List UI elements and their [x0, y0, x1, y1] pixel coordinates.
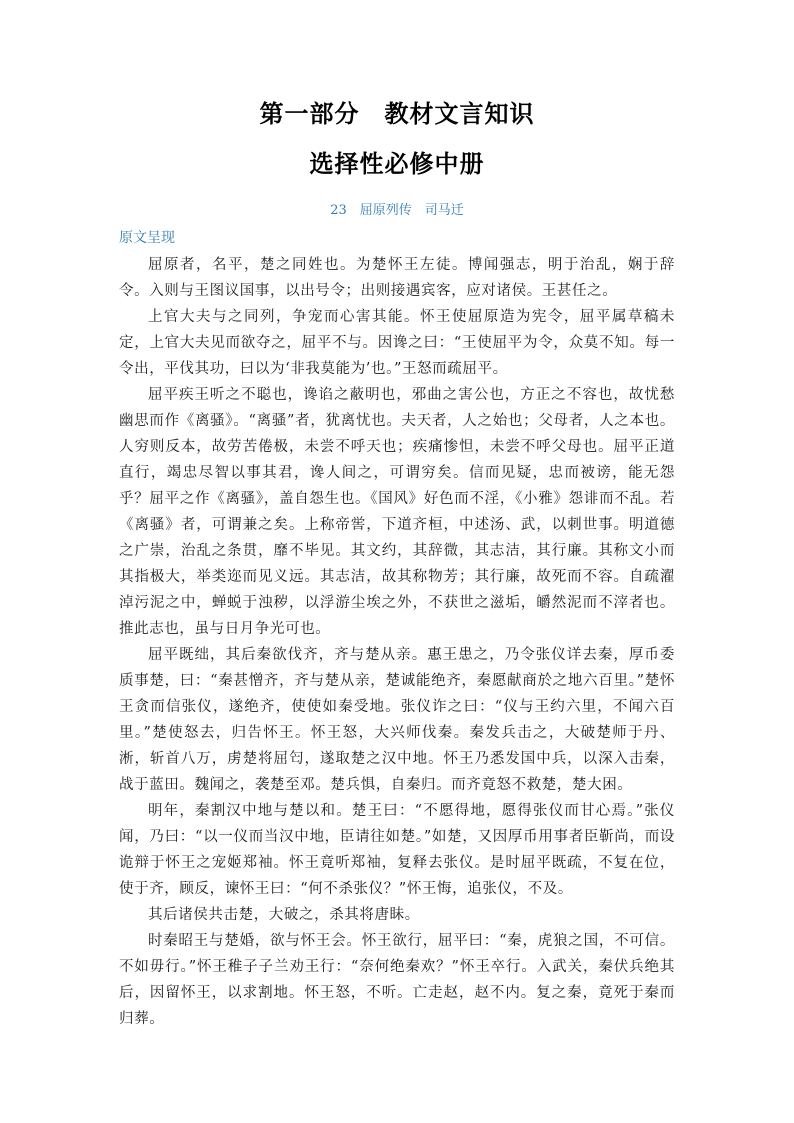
lesson-subtitle: 23 屈原列传 司马迁: [330, 203, 464, 218]
paragraph: 上官大夫与之同列，争宠而心害其能。怀王使屈原造为宪令，屈平属草稿未定，上官大夫见而欲夺之，屈平不与。因谗之曰：“王使屈平为令，众莫不知。每一令出，平伐其功，曰以为‘非我莫能为’也。”王怒而疏屈平。: [119, 309, 675, 377]
paragraph: 其后诸侯共击楚，大破之，杀其将唐眛。: [148, 907, 420, 923]
paragraph: 屈原者，名平，楚之同姓也。为楚怀王左徒。博闻强志，明于治乱，娴于辞令。入则与王图议国事，以出号令；出则接遇宾客，应对诸侯。王甚任之。: [119, 257, 675, 299]
section-heading: 原文呈现: [119, 230, 175, 246]
paragraph: 时秦昭王与楚婚，欲与怀王会。怀王欲行，屈平曰：“秦，虎狼之国，不可信。不如毋行。”怀王稚子子兰劝王行：“奈何绝秦欢？”怀王卒行。入武关，秦伏兵绝其后，因留怀王，以求割地。怀王怒，不听。亡走赵，赵不内。复之秦，竟死于秦而归葬。: [119, 933, 675, 1027]
paragraph: 屈平既绌，其后秦欲伐齐，齐与楚从亲。惠王患之，乃令张仪详去秦，厚币委质事楚，曰：“秦甚憎齐，齐与楚从亲，楚诚能绝齐，秦愿献商於之地六百里。”楚怀王贪而信张仪，遂绝齐，使使如秦受地。张仪诈之曰：“仪与王约六里，不闻六百里。”楚使怒去，归告怀王。怀王怒，大兴师伐秦。秦发兵击之，大破楚师于丹、淅，斩首八万，虏楚将屈匄，遂取楚之汉中地。怀王乃悉发国中兵，以深入击秦，战于蓝田。魏闻之，袭楚至邓。楚兵惧，自秦归。而齐竟怒不救楚，楚大困。: [119, 647, 675, 793]
paragraph: 明年，秦割汉中地与楚以和。楚王曰：“不愿得地，愿得张仪而甘心焉。”张仪闻，乃曰：“以一仪而当汉中地，臣请往如楚。”如楚，又因厚币用事者臣靳尚，而设诡辩于怀王之宠姬郑袖。怀王竟听郑袖，复释去张仪。是时屈平既疏，不复在位，使于齐，顾反，谏怀王曰：“何不杀张仪？”怀王悔，追张仪，不及。: [119, 803, 675, 897]
article-body: [119, 252, 675, 1032]
paragraph: 屈平疾王听之不聪也，谗谄之蔽明也，邪曲之害公也，方正之不容也，故忧愁幽思而作《离骚》。“离骚”者，犹离忧也。夫天者，人之始也；父母者，人之本也。人穷则反本，故劳苦倦极，未尝不呼天也；疾痛惨怛，未尝不呼父母也。屈平正道直行，竭忠尽智以事其君，谗人间之，可谓穷矣。信而见疑，忠而被谤，能无怨乎？屈平之作《离骚》，盖自怨生也。《国风》好色而不淫，《小雅》怨诽而不乱。若《离骚》者，可谓兼之矣。上称帝喾，下道齐桓，中述汤、武，以刺世事。明道德之广崇，治乱之条贯，靡不毕见。其文约，其辞微，其志洁，其行廉。其称文小而其指极大，举类迩而见义远。其志洁，故其称物芳；其行廉，故死而不容。自疏濯淖污泥之中，蝉蜕于浊秽，以浮游尘埃之外，不获世之滋垢，皭然泥而不滓者也。推此志也，虽与日月争光可也。: [119, 387, 675, 637]
volume-title: 选择性必修中册: [309, 150, 485, 178]
part-title: 第一部分 教材文言知识: [259, 100, 535, 128]
